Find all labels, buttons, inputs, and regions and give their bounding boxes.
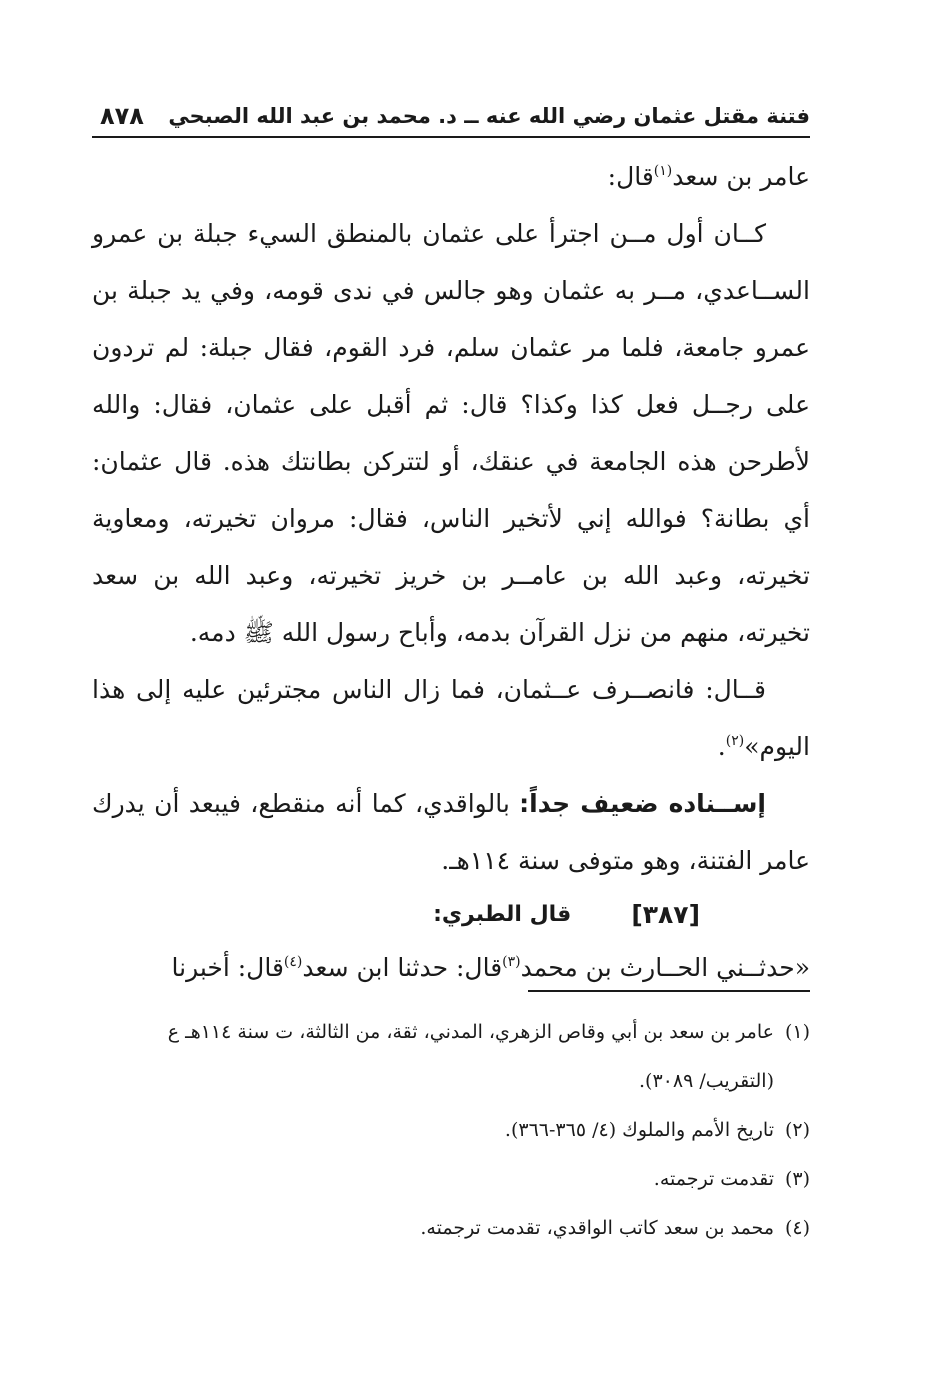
- footnote-4: [92, 1204, 810, 1253]
- footnote-number: (١): [784, 1021, 810, 1043]
- isnad-explanation: بالواقدي، كما أنه منقطع، فيبعد أن يدرك عامر الفتنة، وهو متوفى سنة ١١٤هـ.: [92, 789, 810, 875]
- footnote-number: (٤): [784, 1217, 810, 1239]
- header-title: فتنة مقتل عثمان رضي الله عنه ــ د. محمد بن عبد الله الصبحي: [168, 104, 810, 128]
- chain-part-2: قال: حدثنا ابن سعد: [302, 953, 503, 982]
- footnote-text: عامر بن سعد بن أبي وقاص الزهري، المدني، ثقة، من الثالثة، ت سنة ١١٤هـ ع: [167, 1021, 774, 1043]
- entry-number: [٣٨٧]: [631, 899, 700, 929]
- running-header: [92, 96, 810, 138]
- footnote-text: محمد بن سعد كاتب الواقدي، تقدمت ترجمته.: [420, 1217, 774, 1239]
- footnote-ref-3[interactable]: (٣): [502, 954, 521, 970]
- narrator-name: عامر بن سعد: [672, 162, 810, 191]
- isnad-verdict: إســناده ضعيف جداً:: [519, 789, 766, 818]
- narration-paragraph: كــان أول مــن اجترأ على عثمان بالمنطق السيء جبلة بن عمرو الســاعدي، مــر به عثمان وهو جالس في ندى قومه، وفي يد جبلة بن عمرو جامعة، فلما مر عثمان سلم، فرد القوم، فقال جبلة: لم تردون على رجــل فعل كذا وكذا؟ قال: ثم أقبل على عثمان، فقال: والله لأطرحن هذه الجامعة في عنقك، أو لتتركن بطانتك هذه. قال عثمان: أي بطانة؟ فوالله إني لأتخير الناس، فقال: مروان تخيرته، ومعاوية تخيرته، وعبد الله بن عامــر بن خريز تخيرته، وعبد الله بن سعد تخيرته، منهم من نزل القرآن بدمه، وأباح رسول الله ﷺ دمه.: [92, 219, 810, 647]
- chain-part-3: قال: أخبرنا: [171, 953, 284, 982]
- footnote-ref-4[interactable]: (٤): [283, 954, 303, 970]
- footnote-3: [92, 1155, 810, 1204]
- footnote-ref-1[interactable]: (١): [653, 163, 673, 179]
- closing-paragraph: [92, 661, 810, 775]
- narrator-said: قال:: [607, 162, 654, 191]
- main-text: [92, 148, 810, 996]
- footnote-number: (٢): [784, 1119, 810, 1141]
- page-number: ٨٧٨: [100, 102, 144, 130]
- chain-part-1: «حدثــني الحــارث بن محمد: [520, 953, 810, 982]
- footnotes: [92, 1008, 810, 1253]
- footnote-2: [92, 1106, 810, 1155]
- footnote-ref-2[interactable]: (٢): [725, 733, 745, 749]
- entry-heading: [92, 889, 810, 939]
- footnote-1: [92, 1008, 810, 1106]
- footnote-continuation: (التقريب/ ٣٠٨٩).: [639, 1070, 774, 1092]
- closing-text: قــال: فانصــرف عــثمان، فما زال الناس مجترئين عليه إلى هذا اليوم»: [92, 675, 810, 761]
- footnote-text: تاريخ الأمم والملوك (٤/ ٣٦٥-٣٦٦).: [504, 1119, 774, 1141]
- closing-period: .: [717, 732, 726, 761]
- book-page: [92, 0, 810, 1378]
- chain-line: [92, 939, 810, 996]
- narrator-line: [92, 148, 810, 205]
- footnote-divider: [528, 990, 810, 992]
- entry-source: قال الطبري:: [433, 901, 572, 927]
- footnote-text: تقدمت ترجمته.: [653, 1168, 774, 1190]
- isnad-assessment: [92, 775, 810, 889]
- footnote-number: (٣): [784, 1168, 810, 1190]
